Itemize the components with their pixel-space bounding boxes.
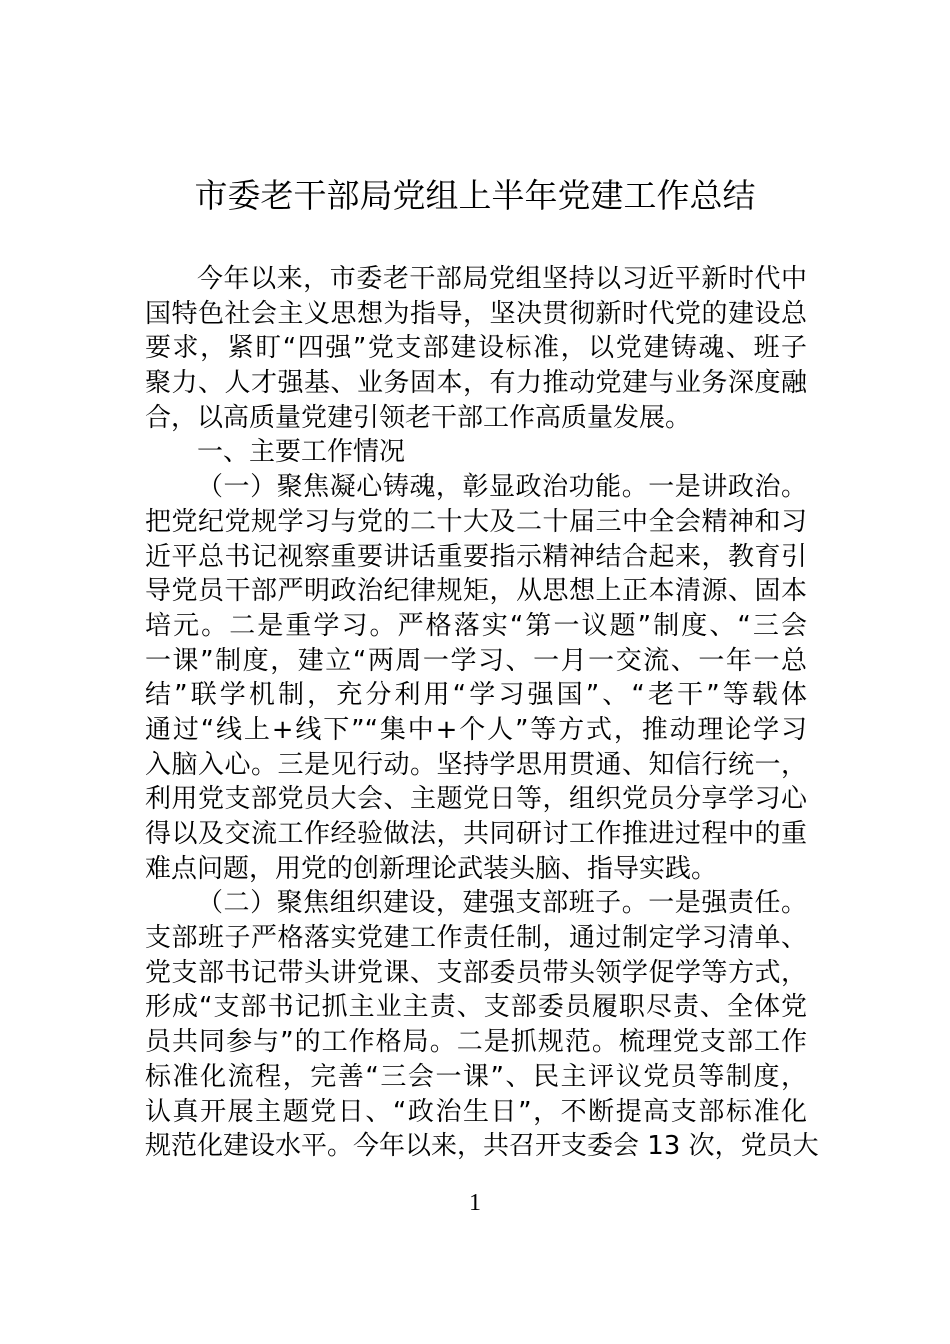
document-title: 市委老干部局党组上半年党建工作总结 <box>194 176 756 215</box>
page-number: 1 <box>469 1190 481 1216</box>
paragraph-line: 结”联学机制，充分利用“学习强国”、“老干”等载体 <box>145 680 807 711</box>
paragraph-line: 认真开展主题党日、“政治生日”，不断提高支部标准化 <box>145 1096 807 1127</box>
paragraph-line: （二）聚焦组织建设，建强支部班子。一是强责任。 <box>197 888 807 919</box>
section-heading: 一、主要工作情况 <box>197 437 406 468</box>
paragraph-line: 形成“支部书记抓主业主责、支部委员履职尽责、全体党 <box>145 992 807 1023</box>
paragraph-line: 标准化流程，完善“三会一课”、民主评议党员等制度， <box>145 1061 807 1092</box>
paragraph-line: 培元。二是重学习。严格落实“第一议题”制度、“三会 <box>145 610 807 641</box>
document-body <box>145 262 819 1164</box>
paragraph-line: 把党纪党规学习与党的二十大及二十届三中全会精神和习 <box>145 506 807 537</box>
paragraph-line: 员共同参与”的工作格局。二是抓规范。梳理党支部工作 <box>145 1027 807 1058</box>
paragraph-line: 难点问题，用党的创新理论武装头脑、指导实践。 <box>145 853 718 884</box>
paragraph-line: 近平总书记视察重要讲话重要指示精神结合起来，教育引 <box>145 541 807 572</box>
paragraph-line: 要求，紧盯“四强”党支部建设标准，以党建铸魂、班子 <box>145 333 807 364</box>
paragraph-line: 一课”制度，建立“两周一学习、一月一交流、一年一总 <box>145 645 807 676</box>
paragraph-line: 规范化建设水平。今年以来，共召开支委会 13 次，党员大 <box>145 1131 819 1162</box>
paragraph-line: 利用党支部党员大会、主题党日等，组织党员分享学习心 <box>145 784 807 815</box>
paragraph-line: 合，以高质量党建引领老干部工作高质量发展。 <box>145 402 692 433</box>
paragraph-line: 得以及交流工作经验做法，共同研讨工作推进过程中的重 <box>145 819 807 849</box>
paragraph-line: 入脑入心。三是见行动。坚持学思用贯通、知信行统一， <box>145 749 807 780</box>
paragraph-line: 党支部书记带头讲党课、支部委员带头领学促学等方式， <box>145 957 807 988</box>
paragraph-line: 通过“线上+线下”“集中+个人”等方式，推动理论学习 <box>145 714 807 745</box>
paragraph-line: 今年以来，市委老干部局党组坚持以习近平新时代中 <box>197 264 807 294</box>
paragraph-line: 国特色社会主义思想为指导，坚决贯彻新时代党的建设总 <box>145 298 807 329</box>
paragraph-line: 支部班子严格落实党建工作责任制，通过制定学习清单、 <box>145 923 807 954</box>
paragraph-line: 导党员干部严明政治纪律规矩，从思想上正本清源、固本 <box>145 576 807 607</box>
paragraph-line: （一）聚焦凝心铸魂，彰显政治功能。一是讲政治。 <box>197 472 807 503</box>
paragraph-line: 聚力、人才强基、业务固本，有力推动党建与业务深度融 <box>145 368 807 399</box>
